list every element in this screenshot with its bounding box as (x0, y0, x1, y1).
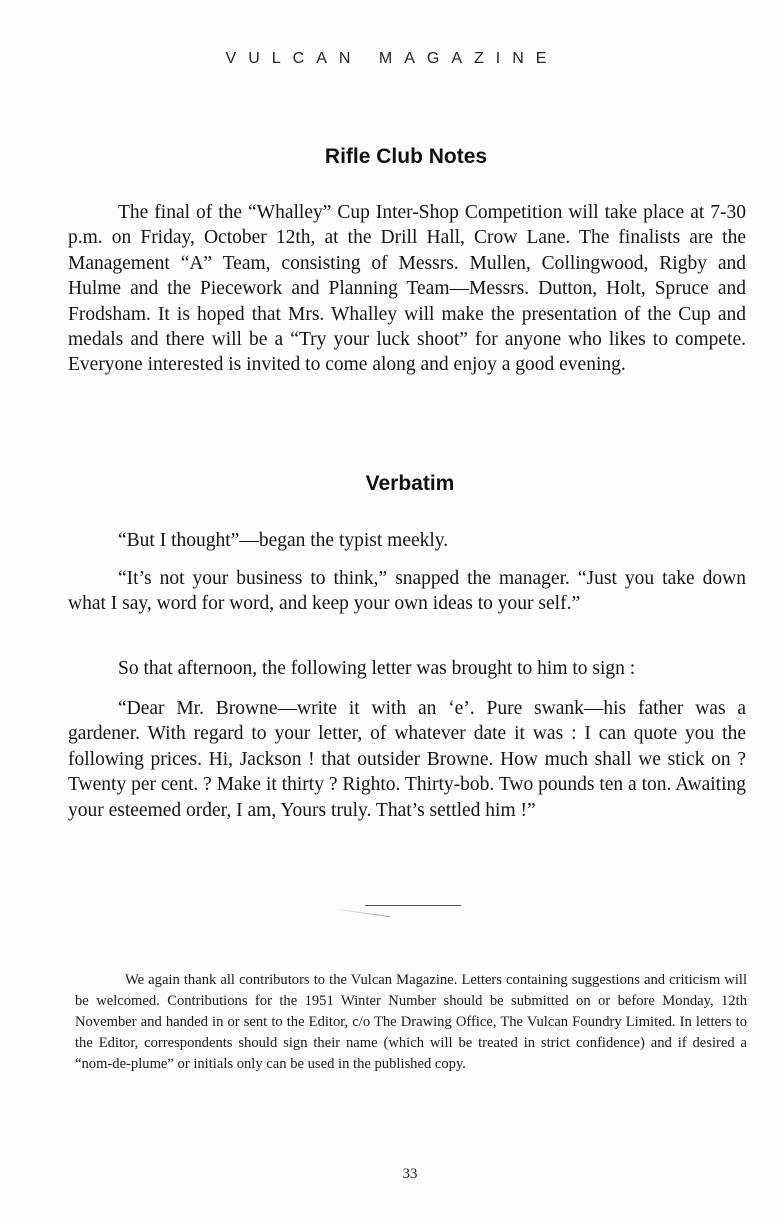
verbatim-paragraph: “But I thought”—began the typist meekly. (118, 530, 449, 551)
verbatim-paragraph: “Dear Mr. Browne—write it with an ‘e’. Pure swank—his father was a gardener. With regard to your letter, of whatever date it was : I can quote you the following prices. Hi, Jackson ! that outsider Browne. How much shall we stick on ? Twenty per cent. ? Make it thirty ? Righto. Thirty-bob. Two pounds ten a ton. Awaiting your esteemed order, I am, Yours truly. That’s settled him !” (68, 698, 746, 821)
verbatim-paragraph: So that afternoon, the following letter was brought to him to sign : (118, 658, 636, 679)
section-divider (365, 905, 461, 906)
running-head: VULCAN MAGAZINE (225, 50, 559, 67)
section-divider-flourish (330, 908, 390, 917)
editorial-footnote: We again thank all contributors to the Vulcan Magazine. Letters containing suggestions and criticism will be welcomed. Contributions for the 1951 Winter Number should be submitted on or before Monday, 12th November and handed in or sent to the Editor, c/o The Drawing Office, The Vulcan Foundry Limited. In letters to the Editor, correspondents should sign their name (which will be treated in strict confidence) and if desired a “nom-de-plume” or initials only can be used in the published copy. (75, 972, 747, 1072)
rifle-club-title: Rifle Club Notes (324, 145, 488, 168)
verbatim-paragraph: “It’s not your business to think,” snapped the manager. “Just you take down what I say, word for word, and keep your own ideas to your self.” (68, 568, 746, 615)
page-number: 33 (402, 1166, 418, 1182)
rifle-club-paragraph: The final of the “Whalley” Cup Inter-Shop Competition will take place at 7-30 p.m. on Friday, October 12th, at the Drill Hall, Crow Lane. The finalists are the Management “A” Team, consisting of Messrs. Mullen, Collingwood, Rigby and Hulme and the Piecework and Planning Team—Messrs. Dutton, Holt, Spruce and Frodsham. It is hoped that Mrs. Whalley will make the presentation of the Cup and medals and there will be a “Try your luck shoot” for anyone who likes to compete. Everyone interested is invited to come along and enjoy a good evening. (68, 202, 746, 376)
verbatim-title: Verbatim (365, 472, 455, 495)
